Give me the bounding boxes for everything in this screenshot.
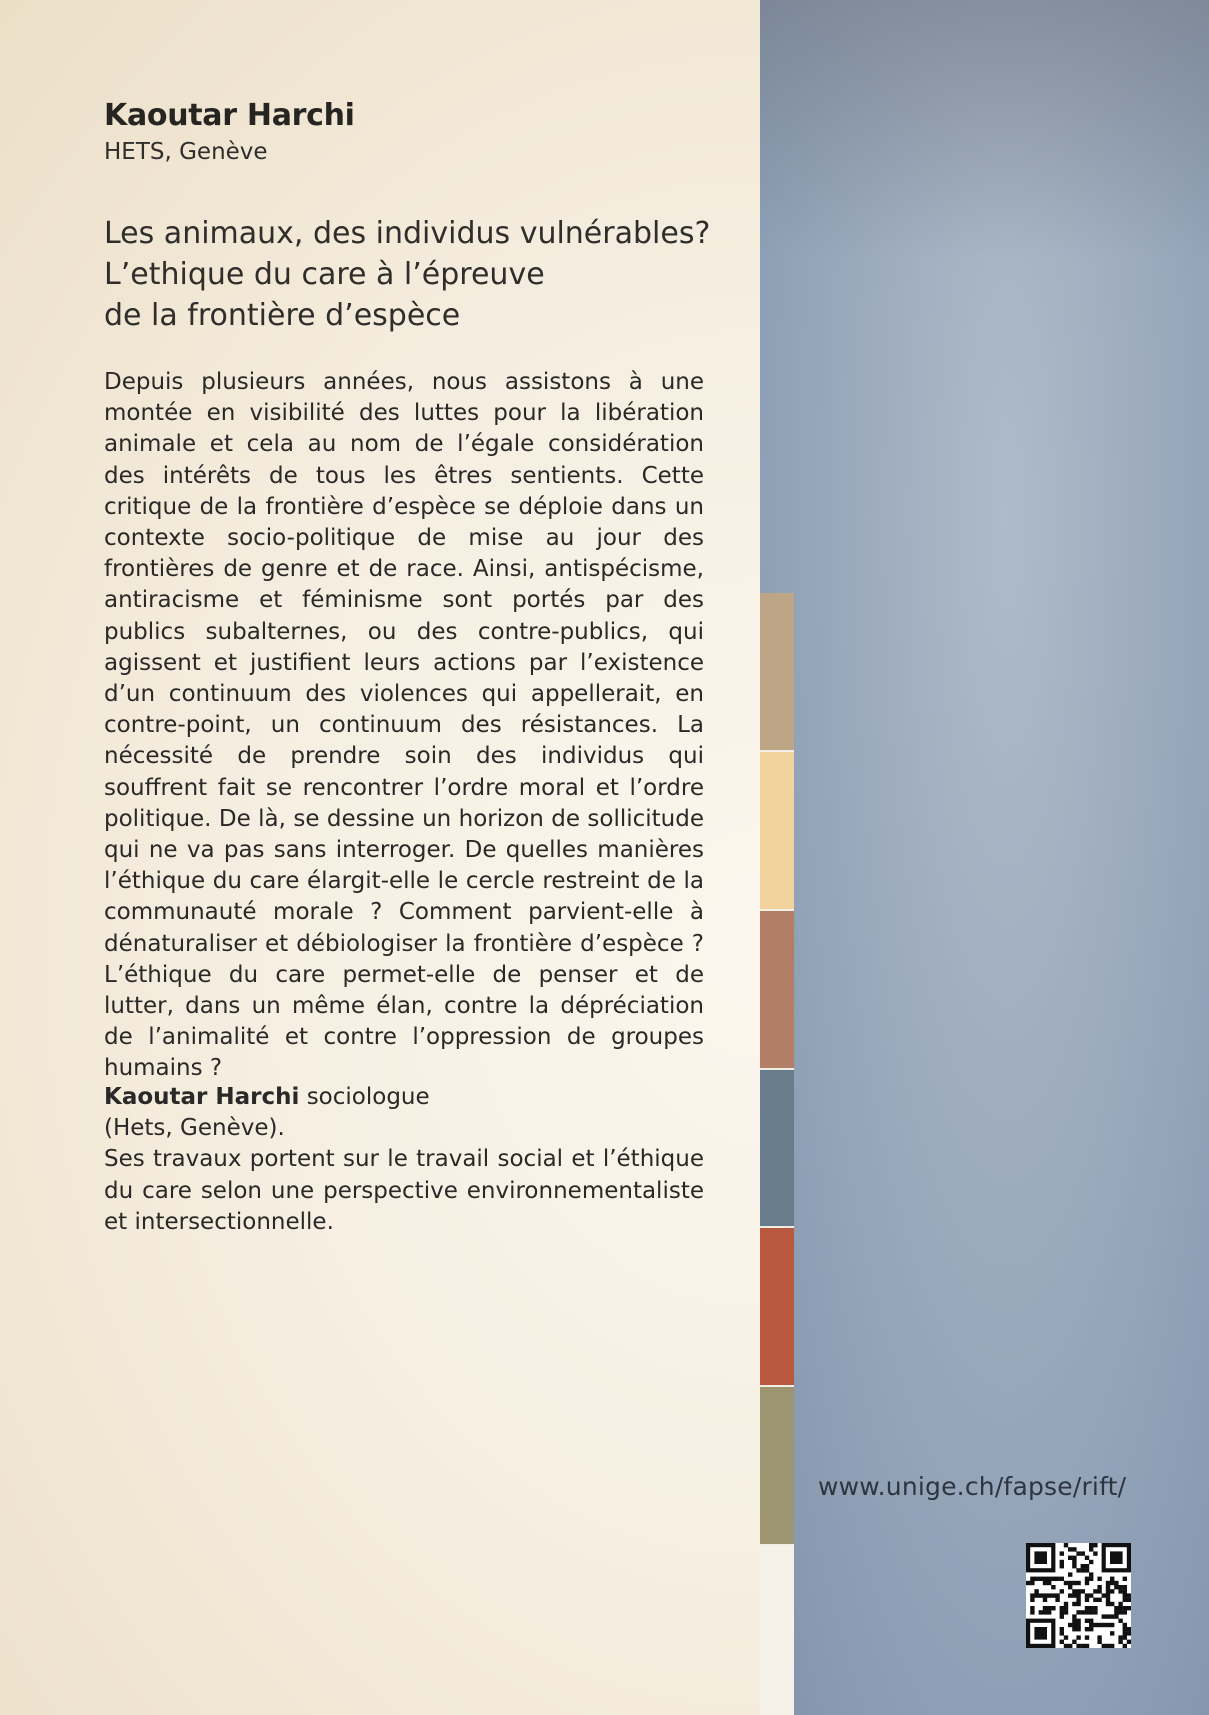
bio-role: sociologue [306, 1084, 430, 1110]
author-affiliation: HETS, Genève [104, 139, 268, 165]
website-url[interactable]: www.unige.ch/fapse/rift/ [818, 1472, 1127, 1501]
right-panel [760, 0, 1209, 1715]
color-swatch [760, 593, 794, 752]
bio-description: Ses travaux portent sur le travail social et l’éthique du care selon une perspective environnementaliste et intersectionnelle. [104, 1146, 704, 1235]
color-swatch [760, 752, 794, 911]
abstract-text: Depuis plusieurs années, nous assistons à une montée en visibilité des luttes pour la libération animale et cela au nom de l’égale considération des intérêts de tous les êtres sentients. Cette critique de la frontière d’espèce se déploie dans un contexte socio-politique de mise au jour des frontières de genre et de race. Ainsi, antispécisme, antiracisme et féminisme sont portés par des publics subalternes, ou des contre-publics, qui agissent et justifient leurs actions par l’existence d’un continuum des violences qui appellerait, en contre-point, un continuum des résistances. La nécessité de prendre soin des individus qui souffrent fait se rencontrer l’ordre moral et l’ordre politique. De là, se dessine un horizon de sollicitude qui ne va pas sans interroger. De quelles manières l’éthique du care élargit-elle le cercle restreint de la communauté morale ? Comment parvient-elle à dénaturaliser et débiologiser la frontière d’espèce ? L’éthique du care permet-elle de penser et de lutter, dans un même élan, contre la dépréciation de l’animalité et contre l’oppression de groupes humains ? [104, 369, 704, 1082]
color-swatch [760, 1387, 794, 1546]
color-swatch [760, 1546, 794, 1715]
title-line: de la frontière d’espèce [104, 298, 461, 333]
qr-code-icon[interactable] [1026, 1543, 1131, 1648]
title-line: L’ethique du care à l’épreuve [104, 257, 545, 292]
color-swatch [760, 1228, 794, 1387]
book-title [104, 213, 744, 336]
color-swatch [760, 911, 794, 1070]
author-bio [104, 1082, 704, 1238]
bio-name: Kaoutar Harchi [104, 1084, 300, 1110]
color-swatch [760, 1070, 794, 1229]
author-name: Kaoutar Harchi [104, 98, 355, 133]
title-line: Les animaux, des individus vulnérables? [104, 216, 711, 251]
color-swatch-strip [760, 593, 794, 1715]
bio-affiliation: (Hets, Genève). [104, 1115, 285, 1142]
